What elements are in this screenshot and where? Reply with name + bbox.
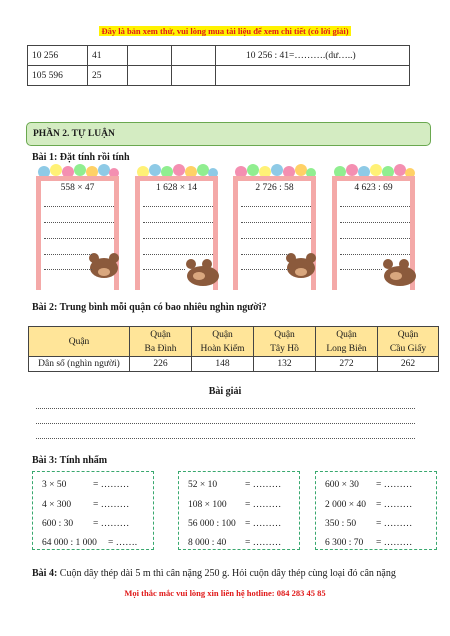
problem-line: 3 × 50 [42, 480, 67, 490]
table-cell: 148 [192, 357, 254, 372]
problem-line: 108 × 100 [188, 500, 227, 510]
answer-line[interactable] [44, 269, 92, 270]
column-header: Quận Cầu Giấy [378, 327, 439, 357]
answer-line[interactable] [143, 269, 185, 270]
exercise-4-title: Bài 4: [32, 568, 58, 579]
table-cell: 132 [254, 357, 316, 372]
table-cell: 25 [88, 66, 128, 86]
problem-line: 8 000 : 40 [188, 538, 227, 548]
calc-card-1 [34, 164, 121, 292]
answer-line[interactable] [241, 269, 289, 270]
problem-line: 2 000 × 40 [325, 500, 366, 510]
expression: 4 623 : 69 [354, 183, 393, 193]
solution-title: Bài giải [208, 386, 242, 397]
problem-line: 56 000 : 100 [188, 519, 236, 529]
answer-blank[interactable]: = ……… [245, 480, 282, 490]
hotline-banner: Mọi thắc mắc vui lòng xin liên hệ hotline: 084 283 45 85 [124, 588, 326, 598]
table-cell [172, 46, 216, 66]
answer-line[interactable] [44, 206, 114, 207]
column-header: Quận Ba Đình [130, 327, 192, 357]
answer-line[interactable] [340, 254, 410, 255]
population-table [28, 326, 439, 372]
division-table [27, 45, 410, 86]
answer-line[interactable] [44, 254, 92, 255]
answer-line[interactable] [143, 238, 213, 239]
answer-blank[interactable]: = ……… [93, 500, 130, 510]
section-heading: PHẦN 2. TỰ LUẬN [26, 122, 431, 146]
column-header: Quận [29, 327, 130, 357]
answer-line[interactable] [44, 222, 114, 223]
exercise-4 [32, 568, 396, 579]
table-cell: 10 256 [28, 46, 88, 66]
problem-line: 4 × 300 [42, 500, 72, 510]
exercise-1-title: Bài 1: Đặt tính rồi tính [32, 152, 130, 163]
expression: 2 726 : 58 [255, 183, 294, 193]
answer-line[interactable] [36, 408, 415, 409]
problem-line: 600 × 30 [325, 480, 359, 490]
calc-card-2 [133, 164, 220, 292]
answer-line[interactable] [143, 222, 213, 223]
mental-math-box-3 [315, 471, 437, 550]
table-row [28, 66, 410, 86]
table-cell: 10 256 : 41=……….(dư…..) [216, 46, 410, 66]
answer-line[interactable] [143, 254, 213, 255]
bear-icon [89, 253, 119, 278]
answer-blank[interactable]: = ……… [376, 480, 413, 490]
answer-line[interactable] [340, 206, 410, 207]
bear-icon [286, 253, 316, 278]
answer-line[interactable] [340, 269, 382, 270]
exercise-2-title: Bài 2: Trung bình mỗi quận có bao nhiêu nghìn người? [32, 302, 267, 313]
problem-line: 52 × 10 [188, 480, 218, 490]
answer-blank[interactable]: = ……… [376, 538, 413, 548]
answer-line[interactable] [241, 206, 311, 207]
table-cell: 226 [130, 357, 192, 372]
exercise-4-text: Cuộn dây thép dài 5 m thì cân nặng 250 g. Hỏi cuộn dây thép cùng loại đó cân nặng [57, 568, 396, 579]
answer-line[interactable] [44, 238, 114, 239]
preview-banner: Đây là bản xem thử, vui lòng mua tài liệu để xem chi tiết (có lời giải) [101, 26, 349, 36]
expression: 558 × 47 [60, 183, 95, 193]
table-cell [128, 66, 172, 86]
table-cell [216, 66, 410, 86]
table-cell [172, 66, 216, 86]
mental-math-box-1 [32, 471, 154, 550]
problem-line: 64 000 : 1 000 [42, 538, 97, 548]
answer-line[interactable] [241, 222, 311, 223]
expression: 1 628 × 14 [156, 183, 197, 193]
row-label: Dân số (nghìn người) [29, 357, 130, 372]
answer-blank[interactable]: = ……… [245, 500, 282, 510]
answer-blank[interactable]: = ……… [376, 519, 413, 529]
table-cell: 272 [316, 357, 378, 372]
answer-blank[interactable]: = ……… [245, 538, 282, 548]
column-header: Quận Hoàn Kiếm [192, 327, 254, 357]
table-header-row [29, 327, 439, 357]
answer-line[interactable] [340, 238, 410, 239]
calc-card-3 [231, 164, 318, 292]
answer-line[interactable] [36, 423, 415, 424]
problem-line: 6 300 : 70 [325, 538, 364, 548]
answer-blank[interactable]: = ……… [376, 500, 413, 510]
exercise-3-title: Bài 3: Tính nhẩm [32, 455, 108, 466]
answer-blank[interactable]: = ……… [93, 519, 130, 529]
answer-line[interactable] [241, 238, 311, 239]
column-header: Quận Long Biên [316, 327, 378, 357]
answer-blank[interactable]: = ……… [245, 519, 282, 529]
answer-line[interactable] [340, 222, 410, 223]
answer-line[interactable] [143, 206, 213, 207]
table-cell: 262 [378, 357, 439, 372]
answer-blank[interactable]: = ……. [108, 538, 138, 548]
table-cell: 41 [88, 46, 128, 66]
table-cell [128, 46, 172, 66]
table-row [28, 46, 410, 66]
problem-line: 600 : 30 [42, 519, 74, 529]
answer-line[interactable] [36, 438, 415, 439]
mental-math-box-2 [178, 471, 300, 550]
answer-line[interactable] [241, 254, 289, 255]
column-header: Quận Tây Hồ [254, 327, 316, 357]
table-row [29, 357, 439, 372]
problem-line: 350 : 50 [325, 519, 357, 529]
calc-card-4 [330, 164, 417, 292]
answer-blank[interactable]: = ……… [93, 480, 130, 490]
table-cell: 105 596 [28, 66, 88, 86]
